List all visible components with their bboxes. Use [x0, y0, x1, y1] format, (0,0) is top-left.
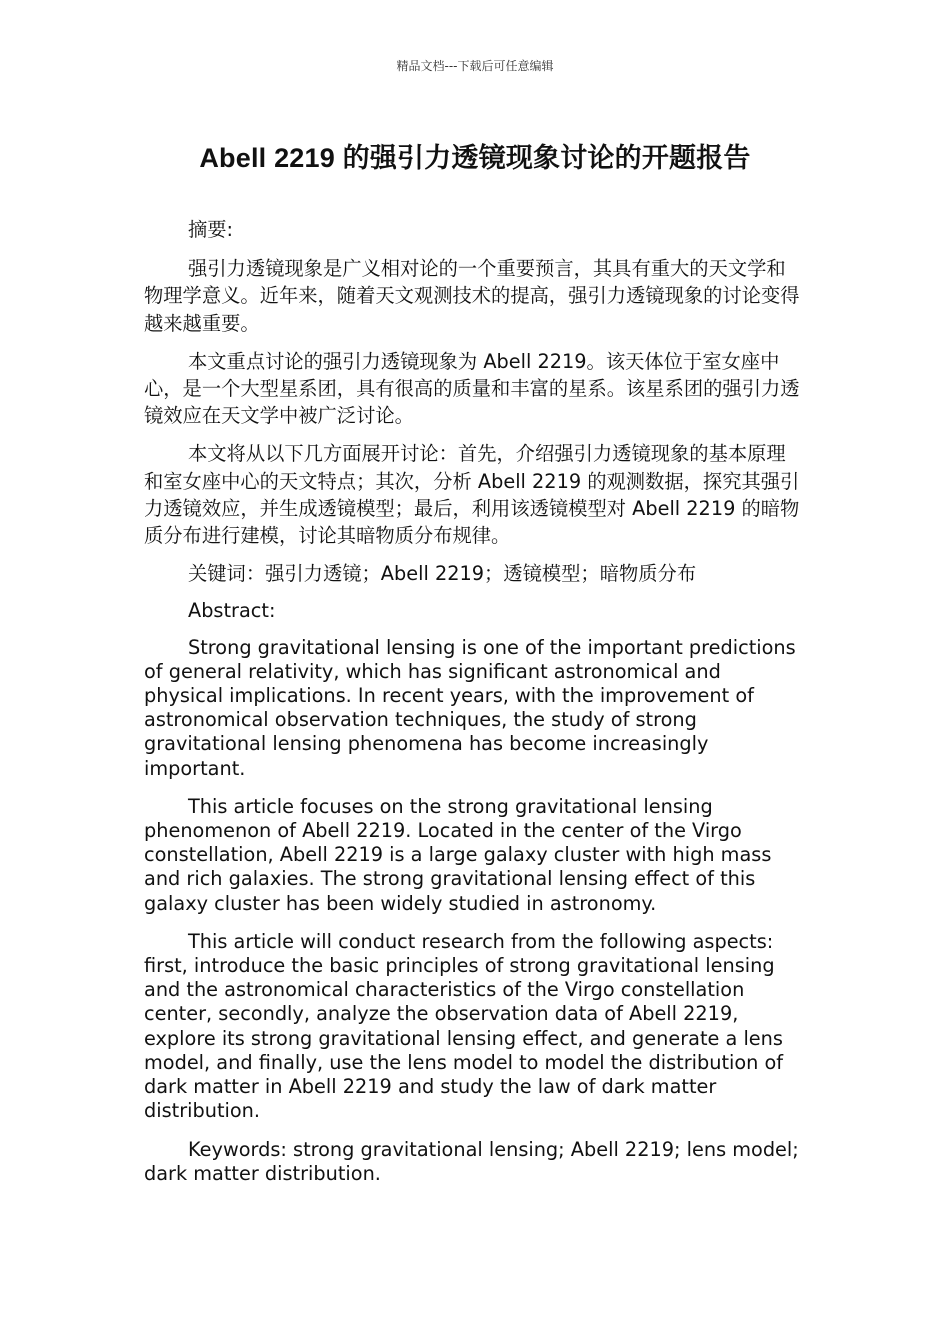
chinese-paragraph-1: 强引力透镜现象是广义相对论的一个重要预言，其具有重大的天文学和物理学意义。近年来，随着天文观测技术的提高，强引力透镜现象的讨论变得越来越重要。	[144, 257, 800, 335]
english-abstract-label: Abstract:	[188, 599, 276, 623]
english-keywords: Keywords: strong gravitational lensing; Abell 2219; lens model; dark matter distribution.	[144, 1137, 799, 1185]
chinese-paragraph-2: 本文重点讨论的强引力透镜现象为 Abell 2219。该天体位于室女座中心，是一个大型星系团，具有很高的质量和丰富的星系。该星系团的强引力透镜效应在天文学中被广泛讨论。	[144, 349, 800, 428]
chinese-paragraph-3: 本文将从以下几方面展开讨论：首先，介绍强引力透镜现象的基本原理和室女座中心的天文特点；其次，分析 Abell 2219 的观测数据，探究其强引力透镜效应，并生成透镜模型；最后，利用该透镜模型对 Abell 2219 的暗物质分布进行建模，讨论其暗物质分布规律。	[144, 442, 800, 548]
chinese-keywords: 关键词：强引力透镜；Abell 2219；透镜模型；暗物质分布	[188, 562, 697, 586]
english-paragraph-1: Strong gravitational lensing is one of the important predictions of general relativity, which has significant astronomical and physical implications. In recent years, with the improvement of astronomical observation techniques, the study of strong gravitational lensing phenomena has become increasingly important.	[144, 635, 796, 780]
document-title: Abell 2219 的强引力透镜现象讨论的开题报告	[199, 143, 751, 173]
header-note: 精品文档---下载后可任意编辑	[396, 59, 554, 73]
english-paragraph-3: This article will conduct research from the following aspects: first, introduce the basic principles of strong gravitational lensing and the astronomical characteristics of the Virgo constellation center, secondly, analyze the observation data of Abell 2219, explore its strong gravitational lensing effect, and generate a lens model, and finally, use the lens model to model the distribution of dark matter in Abell 2219 and study the law of dark matter distribution.	[144, 929, 784, 1123]
english-paragraph-2: This article focuses on the strong gravitational lensing phenomenon of Abell 2219. Located in the center of the Virgo constellation, Abell 2219 is a large galaxy cluster with high mass and rich galaxies. The strong gravitational lensing effect of this galaxy cluster has been widely studied in astronomy.	[144, 794, 772, 915]
chinese-abstract-label: 摘要:	[188, 218, 234, 241]
document-body	[144, 216, 804, 1200]
